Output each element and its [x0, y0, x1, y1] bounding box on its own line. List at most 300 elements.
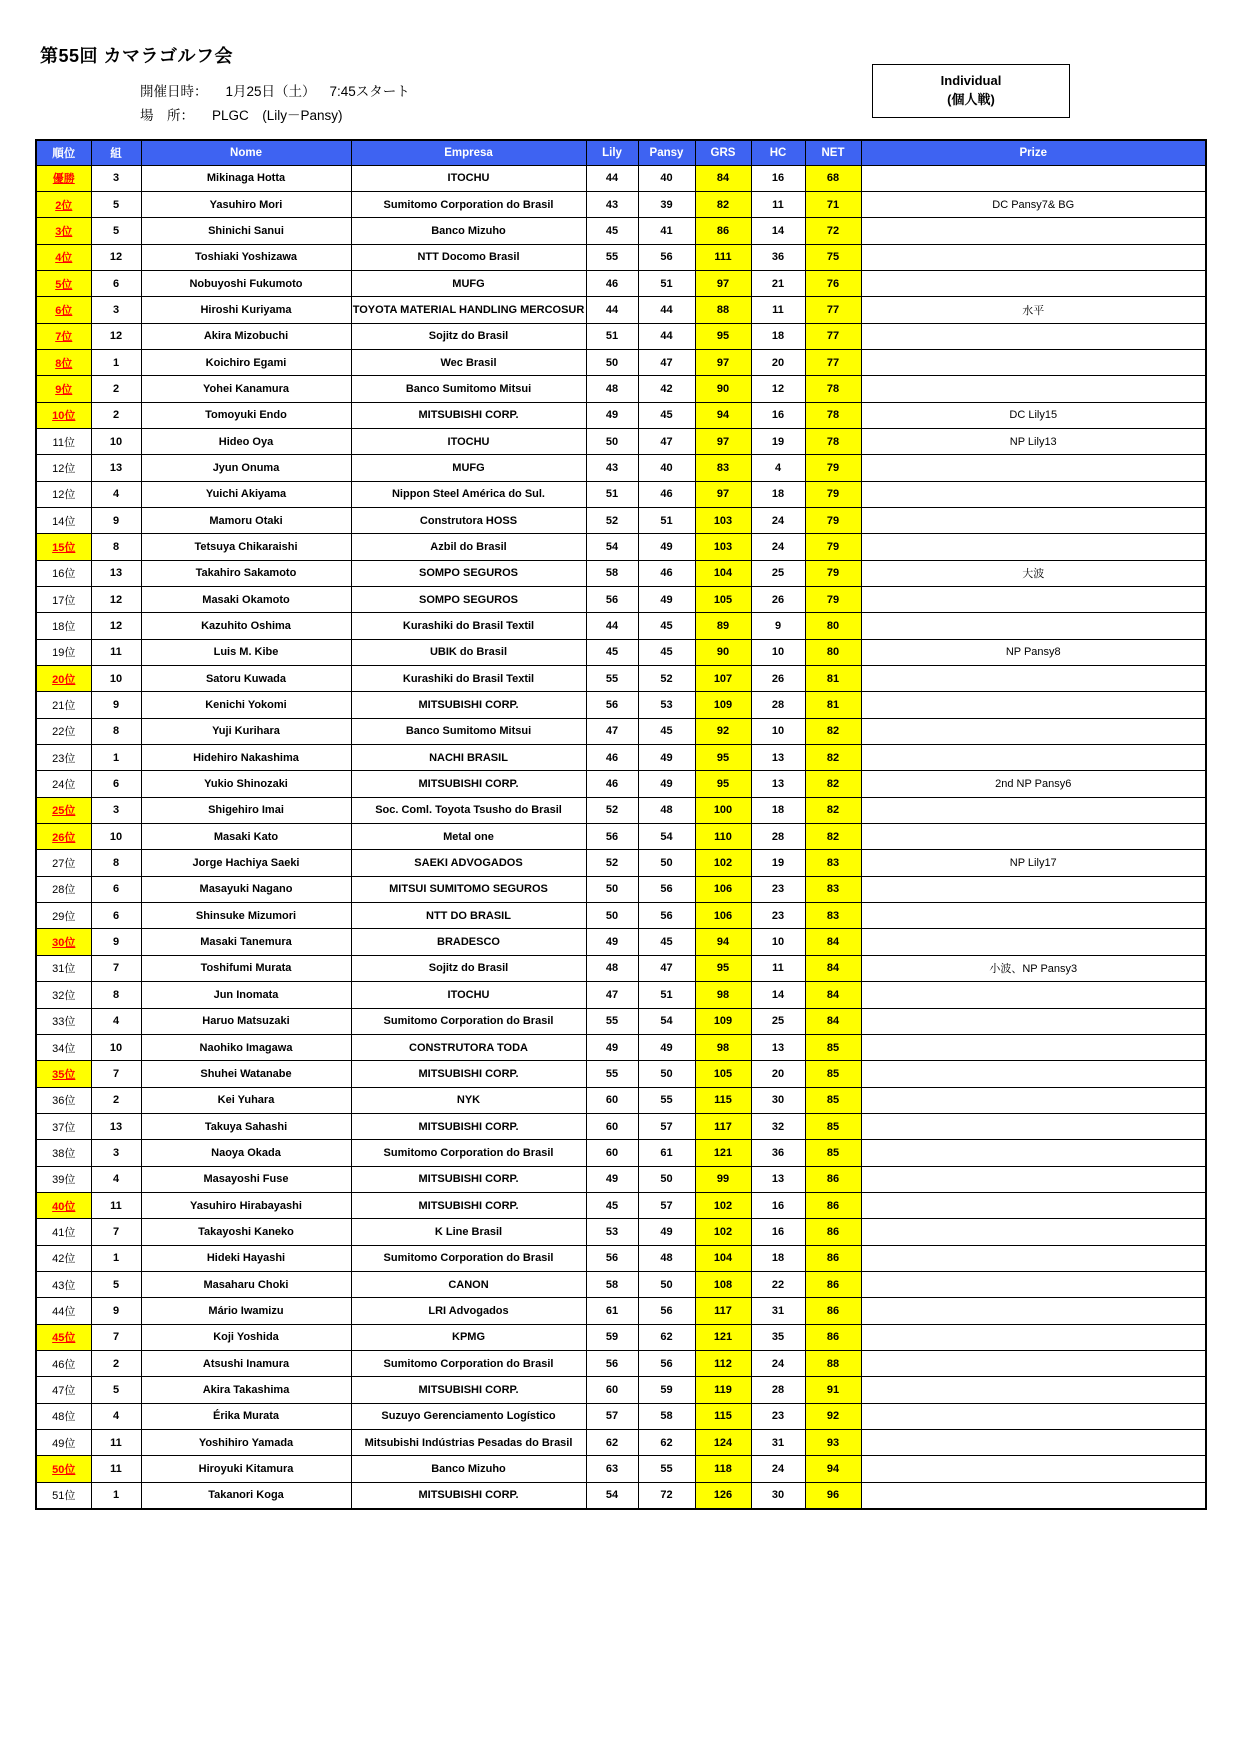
cell-hc: 19 [751, 850, 805, 876]
cell-company: MITSUBISHI CORP. [351, 1482, 586, 1508]
cell-net: 83 [805, 850, 861, 876]
cell-net: 85 [805, 1140, 861, 1166]
cell-grs: 121 [695, 1324, 751, 1350]
cell-lily: 47 [586, 982, 638, 1008]
cell-pansy: 56 [638, 903, 695, 929]
table-row [36, 349, 1206, 375]
cell-pansy: 56 [638, 1350, 695, 1376]
cell-net: 88 [805, 1350, 861, 1376]
table-row [36, 402, 1206, 428]
table-row [36, 1192, 1206, 1218]
cell-group: 6 [91, 771, 141, 797]
cell-grs: 106 [695, 876, 751, 902]
cell-lily: 60 [586, 1140, 638, 1166]
cell-rank: 45位 [36, 1324, 91, 1350]
cell-hc: 11 [751, 191, 805, 217]
table-row [36, 165, 1206, 191]
cell-pansy: 56 [638, 244, 695, 270]
cell-company: Sumitomo Corporation do Brasil [351, 191, 586, 217]
cell-hc: 11 [751, 955, 805, 981]
cell-hc: 22 [751, 1271, 805, 1297]
cell-prize [861, 165, 1206, 191]
table-row [36, 481, 1206, 507]
cell-pansy: 47 [638, 955, 695, 981]
table-row [36, 745, 1206, 771]
cell-prize [861, 1324, 1206, 1350]
cell-net: 84 [805, 982, 861, 1008]
cell-lily: 56 [586, 824, 638, 850]
cell-lily: 44 [586, 165, 638, 191]
category-box-title: Individual [940, 73, 1002, 89]
cell-grs: 102 [695, 850, 751, 876]
cell-net: 77 [805, 297, 861, 323]
cell-grs: 97 [695, 270, 751, 296]
results-table [35, 139, 1207, 1510]
table-row [36, 534, 1206, 560]
cell-rank: 44位 [36, 1298, 91, 1324]
cell-pansy: 42 [638, 376, 695, 402]
cell-pansy: 51 [638, 982, 695, 1008]
cell-company: NACHI BRASIL [351, 745, 586, 771]
cell-grs: 97 [695, 481, 751, 507]
cell-pansy: 45 [638, 718, 695, 744]
cell-hc: 13 [751, 745, 805, 771]
cell-net: 86 [805, 1324, 861, 1350]
cell-lily: 60 [586, 1377, 638, 1403]
table-row [36, 771, 1206, 797]
cell-grs: 115 [695, 1403, 751, 1429]
cell-grs: 110 [695, 824, 751, 850]
cell-grs: 104 [695, 1245, 751, 1271]
cell-lily: 62 [586, 1430, 638, 1456]
column-header-pansy: Pansy [638, 140, 695, 165]
table-row [36, 191, 1206, 217]
cell-name: Kenichi Yokomi [141, 692, 351, 718]
cell-grs: 106 [695, 903, 751, 929]
cell-hc: 13 [751, 1034, 805, 1060]
cell-prize [861, 876, 1206, 902]
cell-lily: 48 [586, 955, 638, 981]
cell-net: 82 [805, 797, 861, 823]
cell-lily: 56 [586, 587, 638, 613]
cell-name: Akira Mizobuchi [141, 323, 351, 349]
cell-company: Metal one [351, 824, 586, 850]
cell-lily: 47 [586, 718, 638, 744]
cell-pansy: 57 [638, 1192, 695, 1218]
cell-pansy: 62 [638, 1324, 695, 1350]
cell-grs: 94 [695, 402, 751, 428]
cell-hc: 11 [751, 297, 805, 323]
cell-net: 81 [805, 666, 861, 692]
table-row [36, 1245, 1206, 1271]
cell-name: Jyun Onuma [141, 455, 351, 481]
cell-name: Tetsuya Chikaraishi [141, 534, 351, 560]
cell-net: 86 [805, 1271, 861, 1297]
cell-lily: 48 [586, 376, 638, 402]
cell-lily: 50 [586, 349, 638, 375]
table-row [36, 876, 1206, 902]
cell-rank: 10位 [36, 402, 91, 428]
cell-lily: 55 [586, 666, 638, 692]
cell-name: Masaki Tanemura [141, 929, 351, 955]
cell-group: 9 [91, 1298, 141, 1324]
table-row [36, 1324, 1206, 1350]
cell-lily: 51 [586, 323, 638, 349]
cell-net: 86 [805, 1166, 861, 1192]
cell-hc: 20 [751, 349, 805, 375]
cell-prize [861, 824, 1206, 850]
cell-rank: 27位 [36, 850, 91, 876]
cell-rank: 11位 [36, 428, 91, 454]
cell-grs: 90 [695, 376, 751, 402]
column-header-name: Nome [141, 140, 351, 165]
cell-pansy: 45 [638, 402, 695, 428]
column-header-rank: 順位 [36, 140, 91, 165]
cell-net: 76 [805, 270, 861, 296]
cell-net: 82 [805, 718, 861, 744]
cell-hc: 14 [751, 982, 805, 1008]
cell-rank: 25位 [36, 797, 91, 823]
cell-company: SOMPO SEGUROS [351, 587, 586, 613]
cell-net: 79 [805, 560, 861, 586]
cell-net: 85 [805, 1061, 861, 1087]
cell-company: Kurashiki do Brasil Textil [351, 666, 586, 692]
cell-grs: 97 [695, 349, 751, 375]
table-row [36, 718, 1206, 744]
cell-lily: 50 [586, 903, 638, 929]
cell-prize [861, 1087, 1206, 1113]
cell-group: 1 [91, 349, 141, 375]
table-row [36, 666, 1206, 692]
cell-net: 79 [805, 587, 861, 613]
cell-prize [861, 1219, 1206, 1245]
table-row [36, 297, 1206, 323]
cell-net: 78 [805, 428, 861, 454]
cell-pansy: 49 [638, 745, 695, 771]
cell-pansy: 50 [638, 1271, 695, 1297]
cell-net: 79 [805, 481, 861, 507]
cell-name: Yukio Shinozaki [141, 771, 351, 797]
cell-rank: 41位 [36, 1219, 91, 1245]
cell-pansy: 49 [638, 1034, 695, 1060]
cell-lily: 63 [586, 1456, 638, 1482]
cell-grs: 105 [695, 1061, 751, 1087]
cell-rank: 9位 [36, 376, 91, 402]
cell-lily: 45 [586, 639, 638, 665]
cell-net: 86 [805, 1298, 861, 1324]
cell-prize: DC Lily15 [861, 402, 1206, 428]
cell-pansy: 44 [638, 297, 695, 323]
cell-company: MITSUBISHI CORP. [351, 402, 586, 428]
cell-company: KPMG [351, 1324, 586, 1350]
cell-rank: 46位 [36, 1350, 91, 1376]
table-row [36, 797, 1206, 823]
cell-pansy: 54 [638, 1008, 695, 1034]
cell-hc: 18 [751, 1245, 805, 1271]
cell-rank: 38位 [36, 1140, 91, 1166]
cell-hc: 23 [751, 876, 805, 902]
cell-name: Koji Yoshida [141, 1324, 351, 1350]
cell-pansy: 45 [638, 929, 695, 955]
table-row [36, 1456, 1206, 1482]
cell-hc: 28 [751, 1377, 805, 1403]
table-body [36, 165, 1206, 1509]
cell-company: ITOCHU [351, 982, 586, 1008]
cell-grs: 95 [695, 745, 751, 771]
cell-name: Satoru Kuwada [141, 666, 351, 692]
cell-group: 8 [91, 982, 141, 1008]
cell-prize [861, 323, 1206, 349]
cell-net: 96 [805, 1482, 861, 1508]
cell-name: Masaki Kato [141, 824, 351, 850]
event-place-value: PLGC (Lily－Pansy) [212, 107, 343, 123]
cell-prize [861, 718, 1206, 744]
cell-hc: 26 [751, 587, 805, 613]
cell-grs: 119 [695, 1377, 751, 1403]
cell-pansy: 51 [638, 507, 695, 533]
cell-grs: 102 [695, 1219, 751, 1245]
cell-net: 68 [805, 165, 861, 191]
cell-pansy: 39 [638, 191, 695, 217]
cell-net: 84 [805, 1008, 861, 1034]
cell-prize: NP Pansy8 [861, 639, 1206, 665]
cell-grs: 105 [695, 587, 751, 613]
cell-rank: 43位 [36, 1271, 91, 1297]
table-row [36, 270, 1206, 296]
cell-lily: 58 [586, 560, 638, 586]
cell-hc: 13 [751, 1166, 805, 1192]
cell-lily: 49 [586, 929, 638, 955]
cell-lily: 54 [586, 534, 638, 560]
cell-prize [861, 376, 1206, 402]
cell-grs: 90 [695, 639, 751, 665]
cell-grs: 112 [695, 1350, 751, 1376]
cell-hc: 18 [751, 797, 805, 823]
table-row [36, 1061, 1206, 1087]
cell-rank: 21位 [36, 692, 91, 718]
table-header-row [36, 140, 1206, 165]
cell-company: MITSUBISHI CORP. [351, 1166, 586, 1192]
cell-group: 7 [91, 955, 141, 981]
cell-pansy: 52 [638, 666, 695, 692]
cell-net: 92 [805, 1403, 861, 1429]
cell-prize [861, 349, 1206, 375]
cell-company: Banco Mizuho [351, 218, 586, 244]
cell-company: Sumitomo Corporation do Brasil [351, 1350, 586, 1376]
table-row [36, 692, 1206, 718]
cell-name: Nobuyoshi Fukumoto [141, 270, 351, 296]
cell-group: 3 [91, 165, 141, 191]
cell-rank: 48位 [36, 1403, 91, 1429]
table-row [36, 428, 1206, 454]
table-row [36, 1298, 1206, 1324]
cell-net: 85 [805, 1087, 861, 1113]
cell-hc: 10 [751, 718, 805, 744]
cell-name: Jorge Hachiya Saeki [141, 850, 351, 876]
cell-rank: 6位 [36, 297, 91, 323]
cell-company: Nippon Steel América do Sul. [351, 481, 586, 507]
cell-hc: 14 [751, 218, 805, 244]
cell-pansy: 58 [638, 1403, 695, 1429]
cell-pansy: 45 [638, 639, 695, 665]
event-info [140, 80, 410, 127]
cell-net: 72 [805, 218, 861, 244]
cell-rank: 2位 [36, 191, 91, 217]
cell-group: 9 [91, 692, 141, 718]
cell-grs: 103 [695, 534, 751, 560]
cell-rank: 34位 [36, 1034, 91, 1060]
cell-lily: 57 [586, 1403, 638, 1429]
cell-group: 4 [91, 481, 141, 507]
cell-prize: DC Pansy7& BG [861, 191, 1206, 217]
cell-grs: 94 [695, 929, 751, 955]
cell-name: Toshiaki Yoshizawa [141, 244, 351, 270]
cell-rank: 18位 [36, 613, 91, 639]
cell-prize [861, 218, 1206, 244]
cell-lily: 46 [586, 771, 638, 797]
cell-name: Toshifumi Murata [141, 955, 351, 981]
cell-pansy: 57 [638, 1113, 695, 1139]
cell-lily: 50 [586, 428, 638, 454]
cell-pansy: 50 [638, 1166, 695, 1192]
cell-group: 9 [91, 507, 141, 533]
cell-group: 13 [91, 560, 141, 586]
cell-grs: 102 [695, 1192, 751, 1218]
cell-net: 77 [805, 323, 861, 349]
table-row [36, 903, 1206, 929]
cell-lily: 58 [586, 1271, 638, 1297]
cell-net: 82 [805, 771, 861, 797]
cell-name: Shinichi Sanui [141, 218, 351, 244]
cell-company: Banco Mizuho [351, 1456, 586, 1482]
cell-pansy: 45 [638, 613, 695, 639]
table-row [36, 1271, 1206, 1297]
cell-company: K Line Brasil [351, 1219, 586, 1245]
table-row [36, 455, 1206, 481]
cell-grs: 97 [695, 428, 751, 454]
cell-group: 13 [91, 1113, 141, 1139]
cell-grs: 118 [695, 1456, 751, 1482]
cell-hc: 28 [751, 692, 805, 718]
cell-name: Mikinaga Hotta [141, 165, 351, 191]
cell-group: 12 [91, 587, 141, 613]
cell-company: Banco Sumitomo Mitsui [351, 718, 586, 744]
event-datetime-line [140, 80, 410, 104]
cell-group: 6 [91, 270, 141, 296]
cell-rank: 29位 [36, 903, 91, 929]
cell-lily: 60 [586, 1113, 638, 1139]
cell-group: 11 [91, 1430, 141, 1456]
cell-lily: 51 [586, 481, 638, 507]
cell-net: 80 [805, 613, 861, 639]
cell-net: 86 [805, 1192, 861, 1218]
cell-hc: 18 [751, 323, 805, 349]
cell-pansy: 54 [638, 824, 695, 850]
cell-group: 5 [91, 1271, 141, 1297]
cell-prize [861, 270, 1206, 296]
cell-grs: 103 [695, 507, 751, 533]
cell-name: Naoya Okada [141, 1140, 351, 1166]
cell-net: 75 [805, 244, 861, 270]
cell-lily: 54 [586, 1482, 638, 1508]
cell-pansy: 46 [638, 481, 695, 507]
cell-pansy: 50 [638, 850, 695, 876]
cell-group: 2 [91, 1350, 141, 1376]
table-row [36, 824, 1206, 850]
cell-group: 12 [91, 613, 141, 639]
cell-prize [861, 1061, 1206, 1087]
cell-group: 2 [91, 1087, 141, 1113]
cell-group: 9 [91, 929, 141, 955]
cell-grs: 124 [695, 1430, 751, 1456]
cell-name: Mário Iwamizu [141, 1298, 351, 1324]
cell-net: 77 [805, 349, 861, 375]
cell-hc: 16 [751, 165, 805, 191]
cell-prize: 小波、NP Pansy3 [861, 955, 1206, 981]
cell-hc: 31 [751, 1430, 805, 1456]
cell-rank: 36位 [36, 1087, 91, 1113]
cell-prize [861, 797, 1206, 823]
cell-company: MUFG [351, 270, 586, 296]
cell-group: 11 [91, 1192, 141, 1218]
cell-company: NTT DO BRASIL [351, 903, 586, 929]
cell-prize: NP Lily17 [861, 850, 1206, 876]
cell-company: MITSUBISHI CORP. [351, 1061, 586, 1087]
cell-company: Sojitz do Brasil [351, 323, 586, 349]
cell-rank: 28位 [36, 876, 91, 902]
cell-name: Kazuhito Oshima [141, 613, 351, 639]
cell-group: 10 [91, 666, 141, 692]
cell-name: Shinsuke Mizumori [141, 903, 351, 929]
cell-company: MITSUI SUMITOMO SEGUROS [351, 876, 586, 902]
cell-grs: 88 [695, 297, 751, 323]
cell-prize [861, 666, 1206, 692]
cell-company: ITOCHU [351, 428, 586, 454]
cell-company: BRADESCO [351, 929, 586, 955]
cell-name: Atsushi Inamura [141, 1350, 351, 1376]
cell-pansy: 56 [638, 1298, 695, 1324]
cell-name: Tomoyuki Endo [141, 402, 351, 428]
cell-prize [861, 1456, 1206, 1482]
cell-rank: 19位 [36, 639, 91, 665]
cell-net: 84 [805, 955, 861, 981]
cell-company: Sumitomo Corporation do Brasil [351, 1245, 586, 1271]
cell-name: Hideo Oya [141, 428, 351, 454]
table-row [36, 1350, 1206, 1376]
cell-pansy: 72 [638, 1482, 695, 1508]
cell-company: LRI Advogados [351, 1298, 586, 1324]
cell-grs: 86 [695, 218, 751, 244]
cell-company: Sumitomo Corporation do Brasil [351, 1140, 586, 1166]
cell-prize [861, 1482, 1206, 1508]
cell-name: Hidehiro Nakashima [141, 745, 351, 771]
cell-lily: 52 [586, 850, 638, 876]
cell-group: 3 [91, 797, 141, 823]
cell-pansy: 41 [638, 218, 695, 244]
cell-prize [861, 903, 1206, 929]
cell-company: MITSUBISHI CORP. [351, 1192, 586, 1218]
cell-name: Yuji Kurihara [141, 718, 351, 744]
cell-grs: 89 [695, 613, 751, 639]
cell-group: 8 [91, 534, 141, 560]
cell-rank: 31位 [36, 955, 91, 981]
cell-net: 86 [805, 1245, 861, 1271]
cell-rank: 14位 [36, 507, 91, 533]
cell-grs: 108 [695, 1271, 751, 1297]
table-row [36, 1087, 1206, 1113]
cell-grs: 100 [695, 797, 751, 823]
cell-hc: 28 [751, 824, 805, 850]
